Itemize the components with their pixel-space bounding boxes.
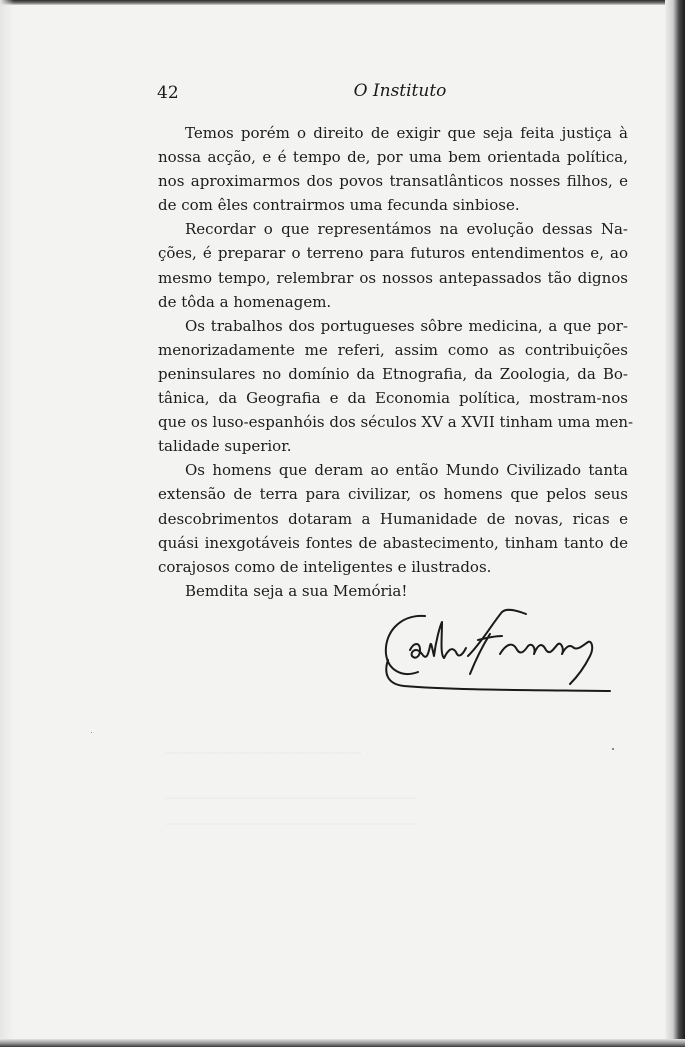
text-line: de tôda a homenagem. (158, 292, 332, 311)
paper-speck (91, 732, 92, 733)
text-line: descobrimentos dotaram a Humanidade de novas, ricas e (158, 509, 628, 528)
show-through-text: —————————————————— (165, 816, 417, 832)
text-line: tânica, da Geografia e da Economia política, mostram-nos (158, 389, 628, 408)
show-through-text: —————————————— · (165, 745, 370, 761)
text-line: Os homens que deram ao então Mundo Civilizado tanta (185, 461, 628, 480)
signature (370, 598, 620, 698)
text-line: extensão de terra para civilizar, os homens que pelos seus (158, 485, 628, 504)
paper-speck (612, 748, 614, 750)
text-line: nos aproximarmos dos povos transatlânticos nosses filhos, e (158, 172, 628, 191)
text-line: que os luso-espanhóis dos séculos XV a XVII tinham uma men- (158, 413, 634, 432)
text-line: mesmo tempo, relembrar os nossos antepassados tão dignos (158, 268, 628, 287)
body-text (158, 121, 634, 603)
text-line: quási inexgotáveis fontes de abastecimento, tinham tanto de (158, 533, 628, 552)
text-line: menorizadamente me referi, assim como as contribuições (158, 340, 628, 359)
signature-image (370, 598, 620, 698)
gutter-shadow (0, 0, 14, 1047)
text-line: Recordar o que representámos na evolução dessas Na- (185, 220, 628, 239)
page-right-edge (665, 0, 685, 1047)
text-line: corajosos como de inteligentes e ilustrados. (158, 557, 492, 576)
show-through-text: —————————————————— (165, 790, 417, 806)
text-line: peninsulares no domínio da Etnografia, da Zoologia, da Bo- (158, 364, 628, 383)
page-top-edge (0, 0, 685, 5)
page-bottom-edge (0, 1039, 685, 1047)
text-line: Bemdita seja a sua Memória! (185, 581, 408, 600)
text-line: Os trabalhos dos portugueses sôbre medicina, a que por- (185, 316, 628, 335)
text-line: Temos porém o direito de exigir que seja feita justiça à (185, 124, 628, 142)
page-number: 42 (157, 83, 179, 103)
text-line: talidade superior. (158, 437, 292, 456)
text-line: nossa acção, e é tempo de, por uma bem orientada política, (158, 148, 628, 167)
text-line: ções, é preparar o terreno para futuros entendimentos e, ao (158, 244, 628, 263)
running-title: O Instituto (353, 81, 447, 101)
text-line: de com êles contrairmos uma fecunda sinbiose. (158, 196, 520, 215)
